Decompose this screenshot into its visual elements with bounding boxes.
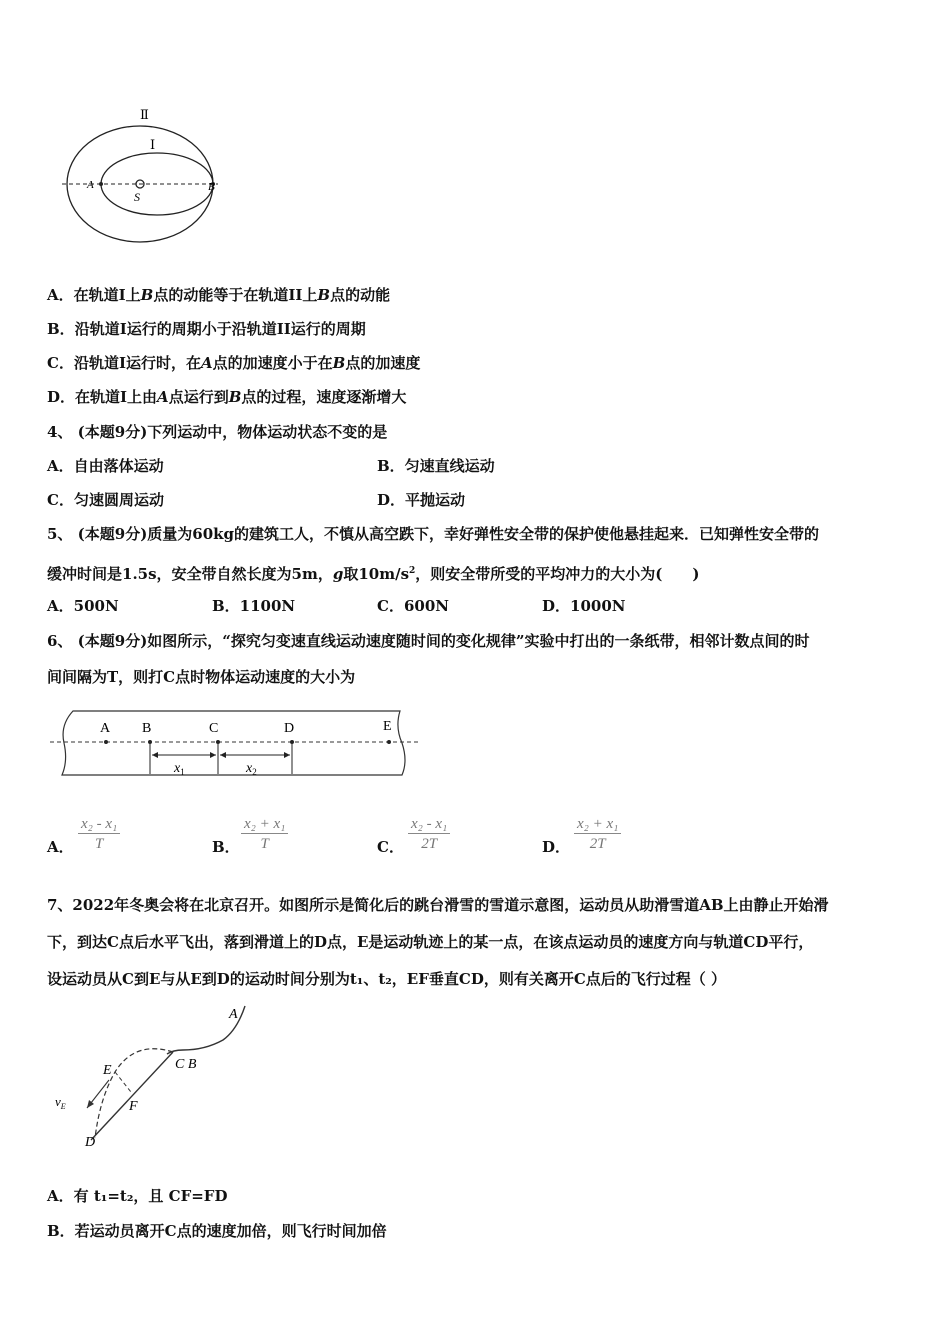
- point-c: [216, 740, 220, 744]
- q6-option-b-fraction: $\frac{\text{x₂ + x₁}}{T}$: [241, 815, 288, 854]
- q6-option-c-fraction: $\frac{\text{x₂ - x₁}}{2T}$: [408, 815, 450, 854]
- label-b: B: [142, 721, 152, 736]
- point-d: [290, 740, 294, 744]
- q6-option-c-letter: C．: [377, 838, 404, 856]
- label-f: F: [129, 1099, 138, 1114]
- q6-option-d-fraction: $\frac{\text{x₂ + x₁}}{2T}$: [574, 815, 621, 854]
- tape-outline: [62, 711, 405, 775]
- label-a: A: [100, 721, 111, 736]
- q6-stem-line1: 6、 (本题9分)如图所示，“探究匀变速直线运动速度随时间的变化规律”实验中打出的一条纸带，相邻计数点间的时: [47, 632, 810, 650]
- line-ef: [115, 1072, 131, 1092]
- q3-option-b: B．沿轨道I运行的周期小于沿轨道II运行的周期: [47, 320, 366, 338]
- q6-option-d-letter: D．: [542, 838, 571, 856]
- q3-option-a: A．在轨道I上B点的动能等于在轨道II上B点的动能: [47, 286, 391, 304]
- q7-option-b: B．若运动员离开C点的速度加倍，则飞行时间加倍: [47, 1222, 387, 1240]
- q5-option-a: A．500N: [47, 597, 119, 615]
- orbit-i-label: Ⅰ: [150, 137, 156, 152]
- label-e: E: [103, 1063, 112, 1078]
- sun-label: S: [134, 190, 140, 204]
- paper-tape-figure: [50, 705, 420, 780]
- point-e: [387, 740, 391, 744]
- x2-label: $x_2$: [246, 761, 257, 777]
- q3-option-d: D．在轨道I上由A点运行到B点的过程，速度逐渐增大: [47, 388, 407, 406]
- orbit-ii-label: Ⅱ: [140, 107, 149, 122]
- x1-label: $x_1$: [174, 761, 185, 777]
- q5-stem-line2: 缓冲时间是1.5s，安全带自然长度为5m，g取$10m/s^2$，则安全带所受的平均冲力的大小为( ): [47, 565, 700, 583]
- q5-option-b: B．1100N: [212, 597, 296, 615]
- q4-option-a: A．自由落体运动: [47, 457, 164, 475]
- label-ve: $v_E$: [55, 1094, 66, 1111]
- orbit-figure: [40, 100, 230, 245]
- q5-stem-line1: 5、 (本题9分)质量为60kg的建筑工人，不慎从高空跌下，幸好弹性安全带的保护使他悬挂起来．已知弹性安全带的: [47, 525, 820, 543]
- point-a-dot: [99, 182, 103, 186]
- label-a: A: [229, 1007, 238, 1022]
- q5-option-c: C．600N: [377, 597, 449, 615]
- label-c: C: [209, 721, 219, 736]
- q7-stem-line1: 7、2022年冬奥会将在北京召开。如图所示是简化后的跳台滑雪的雪道示意图，运动员从助滑雪道AB上由静止开始滑: [47, 896, 829, 914]
- label-e: E: [383, 719, 392, 734]
- q6-option-a-letter: A．: [47, 838, 74, 856]
- q4-option-c: C．匀速圆周运动: [47, 491, 164, 509]
- q4-stem: 4、 (本题9分)下列运动中，物体运动状态不变的是: [47, 423, 388, 441]
- ski-jump-figure: [45, 1000, 265, 1160]
- label-cb: C B: [175, 1057, 197, 1072]
- label-d: D: [85, 1135, 96, 1150]
- point-b-label: B: [208, 181, 215, 193]
- q7-stem-line3: 设运动员从C到E与从E到D的运动时间分别为t₁、t₂，EF垂直CD，则有关离开C点后的飞行过程（ ）: [47, 970, 727, 988]
- q5-option-d: D．1000N: [542, 597, 626, 615]
- q6-option-b-letter: B．: [212, 838, 240, 856]
- point-a: [104, 740, 108, 744]
- q7-option-a: A．有 t₁=t₂，且 CF=FD: [47, 1187, 228, 1205]
- q6-option-a-fraction: $\frac{\text{x₂ - x₁}}{T}$: [78, 815, 120, 854]
- q4-option-b: B．匀速直线运动: [377, 457, 495, 475]
- point-a-label: A: [87, 179, 94, 191]
- q7-stem-line2: 下，到达C点后水平飞出，落到滑道上的D点，E是运动轨迹上的某一点，在该点运动员的速度方向与轨道CD平行，: [47, 933, 814, 951]
- q4-option-d: D．平抛运动: [377, 491, 466, 509]
- point-b: [148, 740, 152, 744]
- q3-option-c: C．沿轨道I运行时，在A点的加速度小于在B点的加速度: [47, 354, 421, 372]
- q6-stem-line2: 间间隔为T，则打C点时物体运动速度的大小为: [47, 668, 356, 686]
- label-d: D: [284, 721, 295, 736]
